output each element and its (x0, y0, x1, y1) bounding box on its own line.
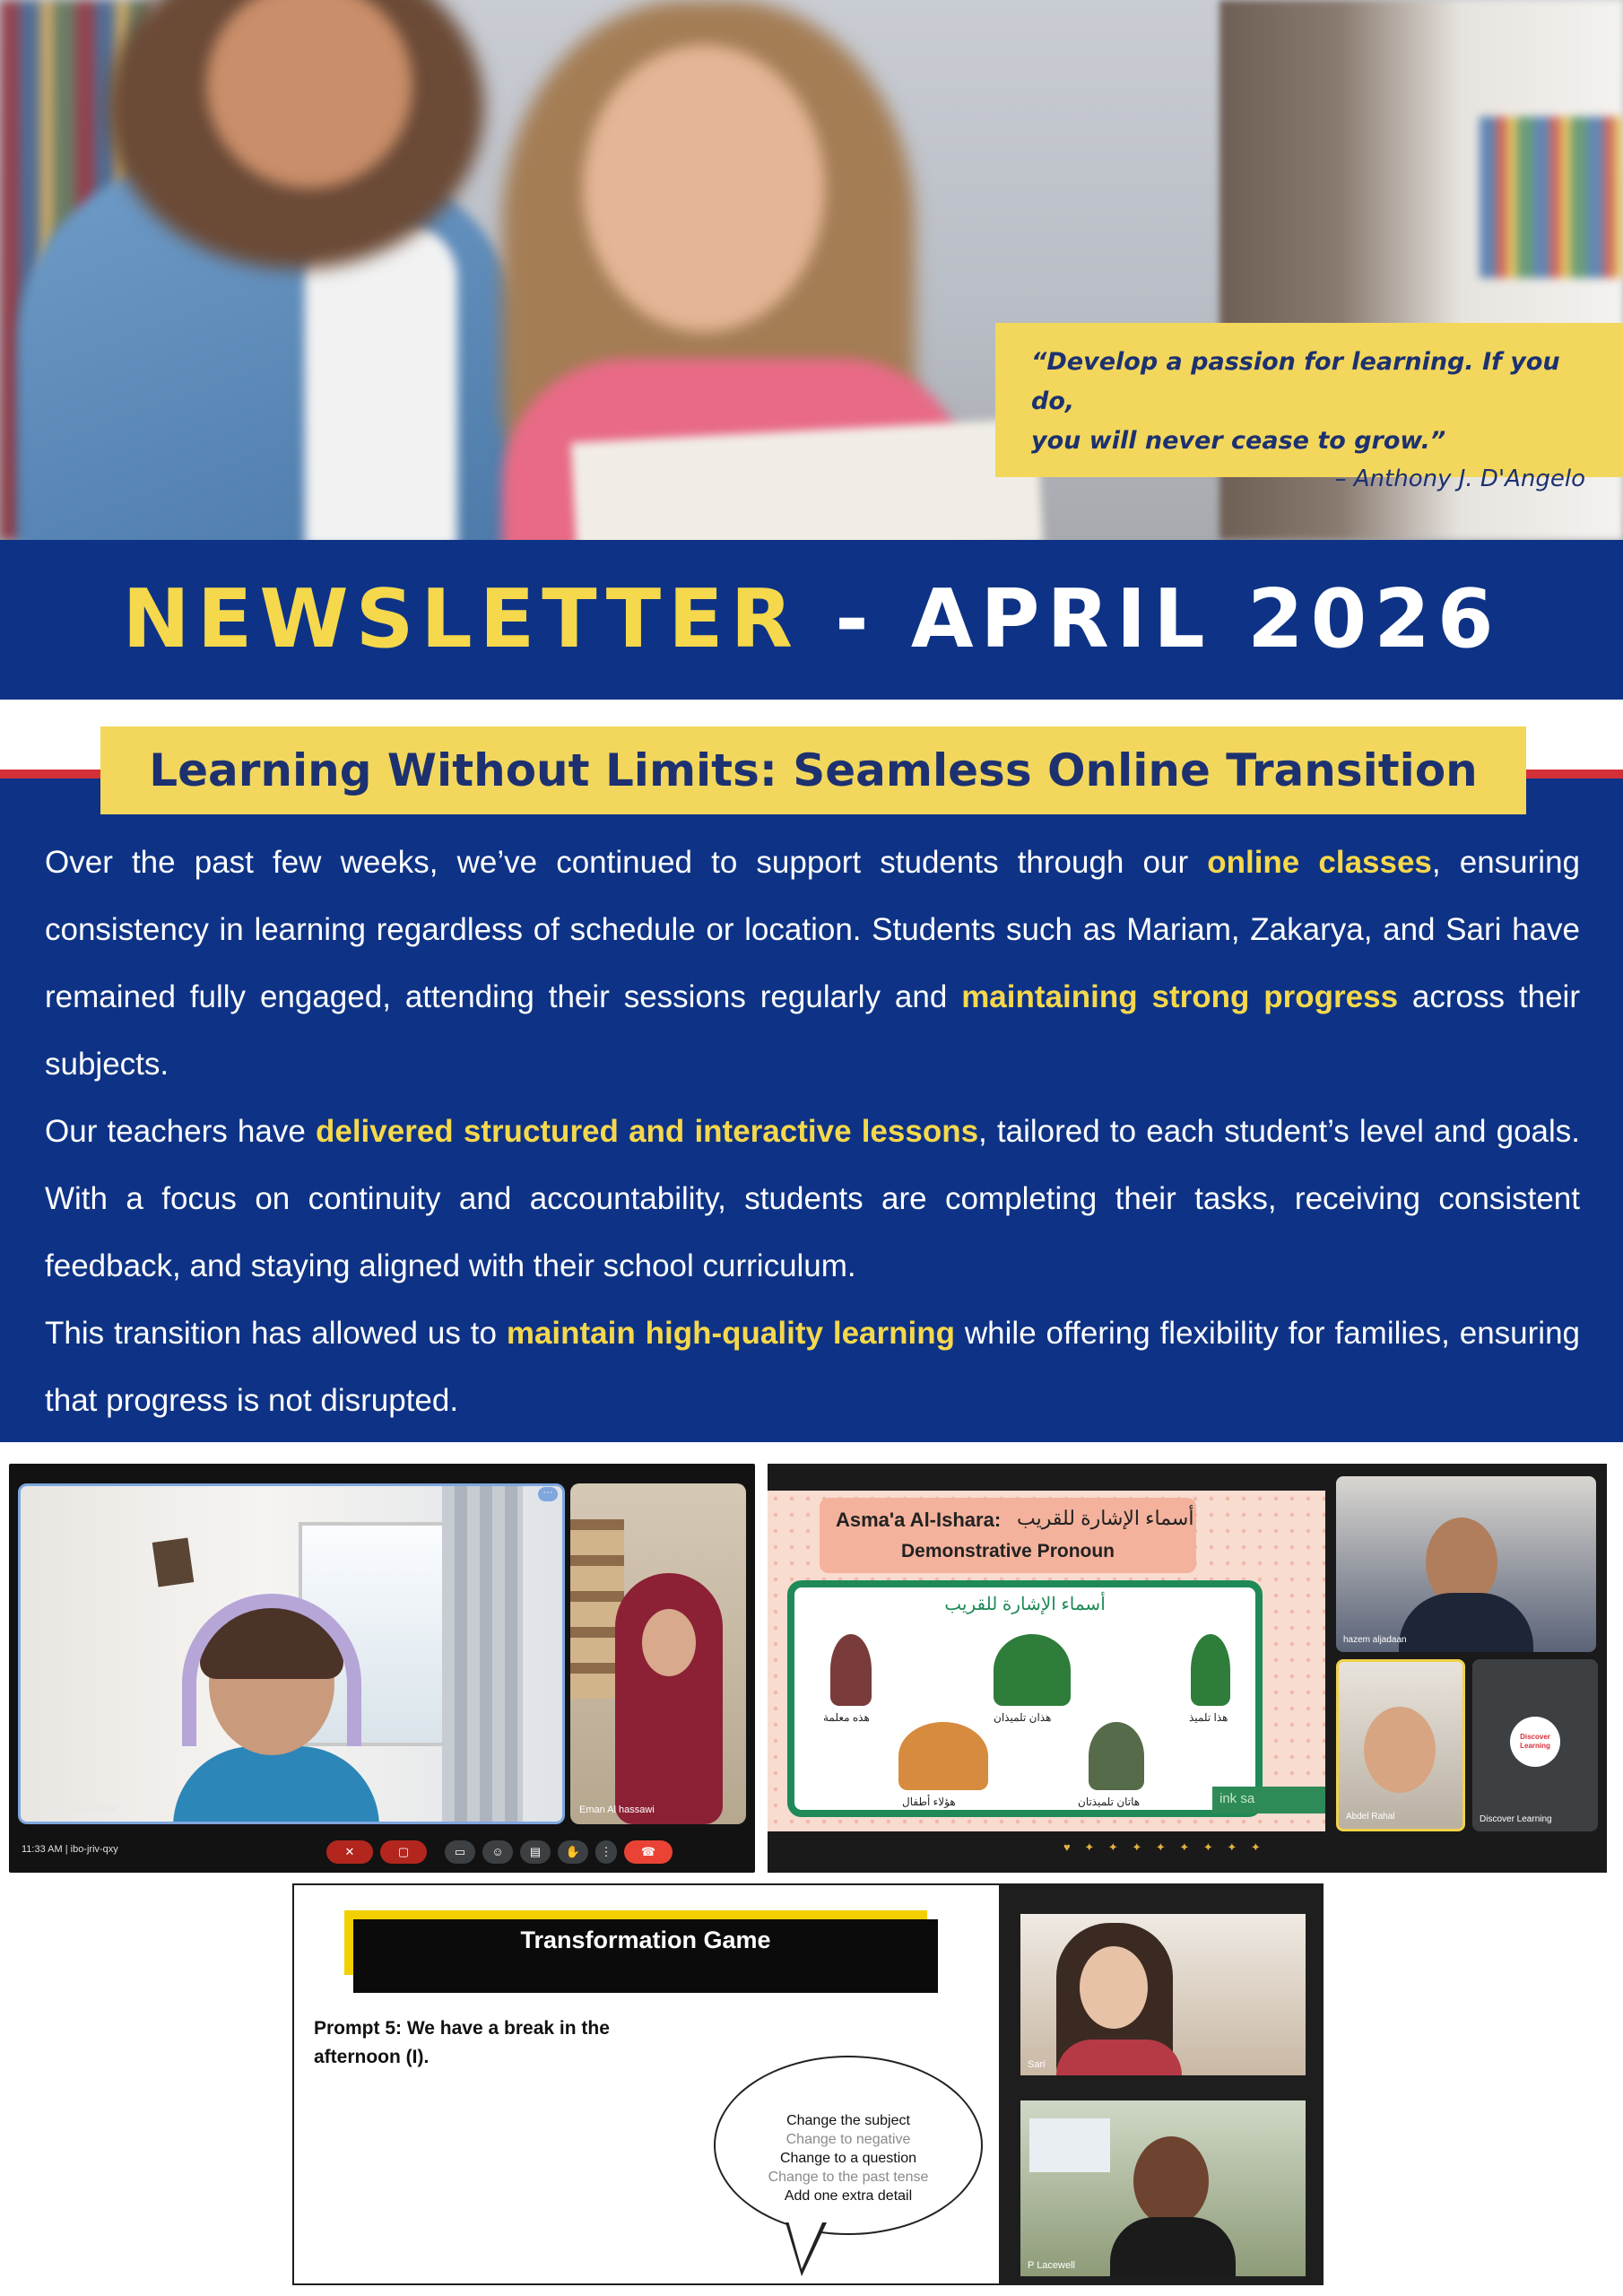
text-run: while offering flexibility for families, ensuring that progress is not disrupted. (45, 1316, 1580, 1418)
participant-tile-hazem (1336, 1476, 1596, 1652)
option-past-tense: Change to the past tense (768, 2170, 929, 2185)
discover-logo: Discover Learning (1510, 1717, 1560, 1767)
quote-box (995, 323, 1623, 492)
teacher-figure (830, 1634, 872, 1706)
text-run: , ensuring consistency in learning regardless of schedule or location. Students such as Mariam, Zakarya, and Sari have remained fully engaged, attending their sessions regularly and (45, 845, 1581, 1014)
article-heading: Learning Without Limits: Seamless Online Transition (149, 744, 1478, 796)
two-girls-figure (1089, 1722, 1144, 1790)
participant-face (1364, 1707, 1436, 1793)
camera-off-icon[interactable]: ▢ (380, 1840, 427, 1864)
participant-name: Abdel Rahal (1346, 1812, 1395, 1822)
present-screen-icon[interactable]: ▭ (445, 1840, 475, 1864)
text-run: Our teachers have (45, 1114, 316, 1149)
caption-two-girls: هاتان تلميذتان (1078, 1796, 1141, 1808)
prompt-text (314, 2014, 708, 2072)
text-run: Over the past few weeks, we’ve continued to support students through our (45, 845, 1208, 880)
emoji-icon[interactable]: ☺ (482, 1840, 513, 1864)
option-subject: Change the subject (786, 2113, 910, 2128)
woman-shirt (305, 224, 457, 540)
highlighted-phrase: maintain high-quality learning (506, 1316, 955, 1351)
participant-name: Discover Learning (1480, 1814, 1552, 1824)
masthead (0, 540, 1623, 700)
text-run: , tailored to each student’s level and goals. With a focus on continuity and accountability, students are completing their tasks, receiving consistent feedback, and staying aligned with their school curriculum. (45, 1114, 1581, 1283)
slide-title-box (353, 1919, 938, 1993)
participant-face (1133, 2136, 1209, 2226)
participant-name: hazem aljadaan (1343, 1635, 1407, 1645)
raise-hand-icon[interactable]: ✋ (558, 1840, 588, 1864)
participant-tile-abdel (1336, 1659, 1465, 1831)
video-call-screenshot-2 (768, 1464, 1607, 1873)
wall-frame (152, 1537, 195, 1587)
highlighted-phrase: delivered structured and interactive lessons (315, 1114, 979, 1149)
captions-icon[interactable]: ▤ (520, 1840, 551, 1864)
call-controls-bar (9, 1831, 755, 1873)
slide-title-arabic: أسماء الإشارة للقريب (1017, 1507, 1194, 1529)
video-call-screenshot-3 (292, 1883, 1324, 2285)
lesson-slide (768, 1491, 1325, 1831)
paragraph-2 (45, 1098, 1580, 1300)
article-body (45, 829, 1580, 1434)
student-figure (1191, 1634, 1230, 1706)
prompt-line-1: Prompt 5: We have a break in the (314, 2018, 610, 2039)
slide-title: Transformation Game (520, 1926, 771, 1953)
end-call-icon[interactable]: ☎ (624, 1840, 673, 1864)
text-run: across their subjects. (45, 979, 1580, 1082)
slide-header (820, 1498, 1196, 1573)
paragraph-3 (45, 1300, 1580, 1434)
more-icon[interactable]: ⋮ (595, 1840, 617, 1864)
option-negative: Change to negative (785, 2132, 911, 2147)
participant-tile-discover (1472, 1659, 1598, 1831)
caption-student: هذا تلميذ (1189, 1711, 1228, 1724)
children-figure (898, 1722, 988, 1790)
curtain (442, 1486, 523, 1824)
teacher-name-label: Eman Al hassawi (579, 1805, 655, 1815)
participant-face (1080, 1946, 1148, 2029)
paragraph-1 (45, 829, 1580, 1098)
caption-children: هؤلاء أطفال (902, 1796, 956, 1808)
highlighted-phrase: online classes (1207, 845, 1432, 880)
student-name-label: Zakaria Bouzoubaa (31, 1804, 117, 1814)
quote-author: – Anthony J. D'Angelo (1334, 465, 1585, 492)
books-right (1480, 117, 1623, 278)
participant-name: P Lacewell (1028, 2260, 1075, 2271)
speech-bubble-tail-fill (788, 2221, 823, 2269)
text-run: This transition has allowed us to (45, 1316, 507, 1351)
highlighted-phrase: maintaining strong progress (961, 979, 1399, 1014)
slide-subtitle: Demonstrative Pronoun (900, 1541, 1115, 1561)
prompt-line-2: afternoon (I). (314, 2047, 430, 2067)
participant-top (1056, 2039, 1182, 2075)
title-accent-bar (344, 1910, 927, 1919)
student-video-tile (18, 1483, 565, 1824)
participant-name: Sari (1028, 2059, 1046, 2070)
pronoun-card (787, 1580, 1263, 1817)
ink-label: ink sa (1212, 1787, 1325, 1813)
option-extra-detail: Add one extra detail (784, 2188, 913, 2204)
participant-body (1399, 1593, 1533, 1652)
video-call-screenshot-1 (9, 1464, 755, 1873)
meeting-time-code: 11:33 AM | ibo-jriv-qxy (22, 1844, 118, 1855)
reaction-bar[interactable]: ♥ ✦ ✦ ✦ ✦ ✦ ✦ ✦ ✦ (1063, 1840, 1266, 1854)
more-options-icon[interactable]: ··· (538, 1487, 558, 1501)
article-heading-box (100, 726, 1526, 814)
slide-title-english: Asma'a Al-Ishara: (836, 1509, 1002, 1531)
microphone-off-icon[interactable]: ✕ (326, 1840, 373, 1864)
newsletter-title (0, 540, 1623, 700)
classroom-window (1029, 2118, 1110, 2172)
transformation-options (714, 2111, 983, 2205)
card-title: أسماء الإشارة للقريب (944, 1595, 1106, 1614)
participant-tile-lacewell (1020, 2100, 1306, 2276)
caption-two-students: هذان تلميذان (994, 1711, 1052, 1724)
participant-body (1110, 2217, 1236, 2276)
title-word-newsletter: NEWSLETTER (122, 572, 800, 666)
quote-line-2: you will never cease to grow.” (1031, 427, 1446, 455)
teacher-face (642, 1609, 696, 1676)
caption-teacher: هذه معلمة (823, 1711, 870, 1724)
game-slide (294, 1885, 999, 2283)
title-date: - APRIL 2026 (799, 572, 1501, 666)
girl-face (583, 45, 825, 332)
quote-line-1: “Develop a passion for learning. If you do, (1031, 348, 1560, 415)
two-students-figure (994, 1634, 1071, 1706)
student-body (173, 1746, 379, 1824)
teacher-video-tile (570, 1483, 746, 1824)
participant-tile-sari (1020, 1914, 1306, 2075)
option-question: Change to a question (779, 2151, 917, 2166)
